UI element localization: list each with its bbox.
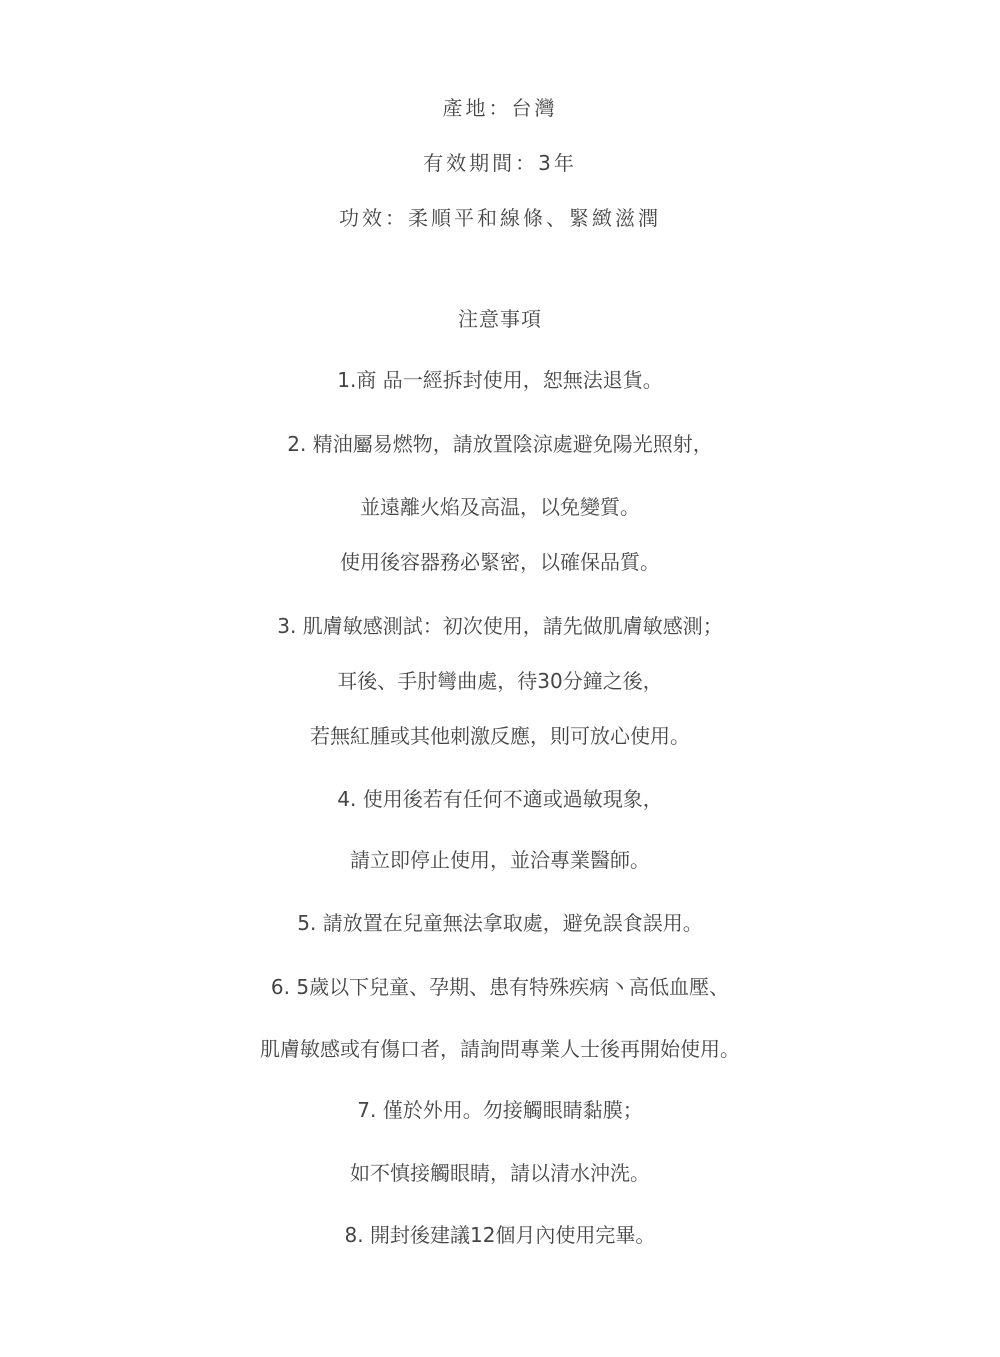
notice-line: 7. 僅於外用。勿接觸眼睛黏膜； — [357, 1098, 643, 1122]
notice-title: 注意事項 — [458, 307, 542, 331]
notice-line: 如不慎接觸眼睛，請以清水沖洗。 — [350, 1161, 650, 1185]
notice-line: 6. 5歲以下兒童、孕期、患有特殊疾病丶高低血壓、 — [270, 975, 730, 999]
notice-line: 並遠離火焰及高温，以免變質。 — [360, 495, 640, 519]
notice-line: 4. 使用後若有任何不適或過敏現象， — [337, 787, 663, 811]
notice-line: 1.商 品一經拆封使用，恕無法退貨。 — [337, 368, 663, 392]
notice-line: 8. 開封後建議12個月內使用完畢。 — [344, 1223, 656, 1247]
effect-line: 功效：柔順平和線條、緊緻滋潤 — [339, 206, 661, 230]
notice-line: 3. 肌膚敏感測試：初次使用，請先做肌膚敏感測； — [277, 614, 723, 638]
notice-line: 請立即停止使用，並洽專業醫師。 — [350, 848, 650, 872]
origin-line: 產地：台灣 — [442, 96, 558, 120]
validity-line: 有效期間：3年 — [423, 151, 577, 175]
notice-line: 5. 請放置在兒童無法拿取處，避免誤食誤用。 — [297, 911, 703, 935]
notice-line: 耳後、手肘彎曲處，待30分鐘之後， — [337, 669, 663, 693]
notice-line: 肌膚敏感或有傷口者，請詢問專業人士後再開始使用。 — [260, 1037, 740, 1061]
notice-line: 若無紅腫或其他刺激反應，則可放心使用。 — [310, 724, 690, 748]
notice-line: 2. 精油屬易燃物，請放置陰涼處避免陽光照射， — [287, 432, 713, 456]
notice-line: 使用後容器務必緊密，以確保品質。 — [340, 550, 660, 574]
